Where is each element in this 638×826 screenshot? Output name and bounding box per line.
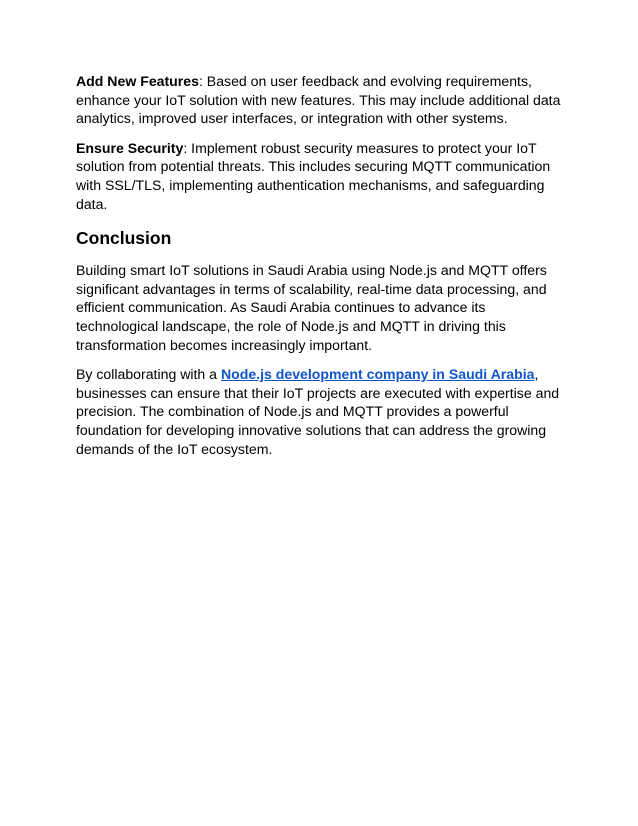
ensure-security-paragraph (76, 139, 566, 213)
conclusion-paragraph-2-lead: By collaborating with a (76, 366, 221, 383)
conclusion-heading: Conclusion (76, 228, 172, 249)
document-page (76, 72, 566, 469)
add-features-term: Add New Features (76, 73, 199, 89)
conclusion-paragraph-2 (76, 365, 566, 458)
conclusion-paragraph-2-rest: , businesses can ensure that their IoT projects are executed with expertise and precision. The combination of Node.js and MQTT provides a powerful foundation for developing innovative solutions that can address the growing demands of the IoT ecosystem. (76, 366, 560, 457)
ensure-security-term: Ensure Security (76, 139, 184, 156)
nodejs-company-link[interactable]: Node.js development company in Saudi Arabia (220, 366, 535, 383)
ensure-security-text: : Implement robust security measures to protect your IoT solution from potential threats. This includes securing MQTT communication with SSL/TLS, implementing authentication mechanisms, and safeguarding data. (76, 139, 551, 212)
add-features-paragraph (76, 72, 566, 128)
conclusion-paragraph-1: Building smart IoT solutions in Saudi Arabia using Node.js and MQTT offers significant advantages in terms of scalability, real-time data processing, and efficient communication. As Saudi Arabia continues to advance its technological landscape, the role of Node.js and MQTT in driving this transformation becomes increasingly important. (76, 262, 547, 353)
add-features-text: : Based on user feedback and evolving requirements, enhance your IoT solution with new features. This may include additional data analytics, improved user interfaces, or integration with other systems. (76, 73, 561, 127)
